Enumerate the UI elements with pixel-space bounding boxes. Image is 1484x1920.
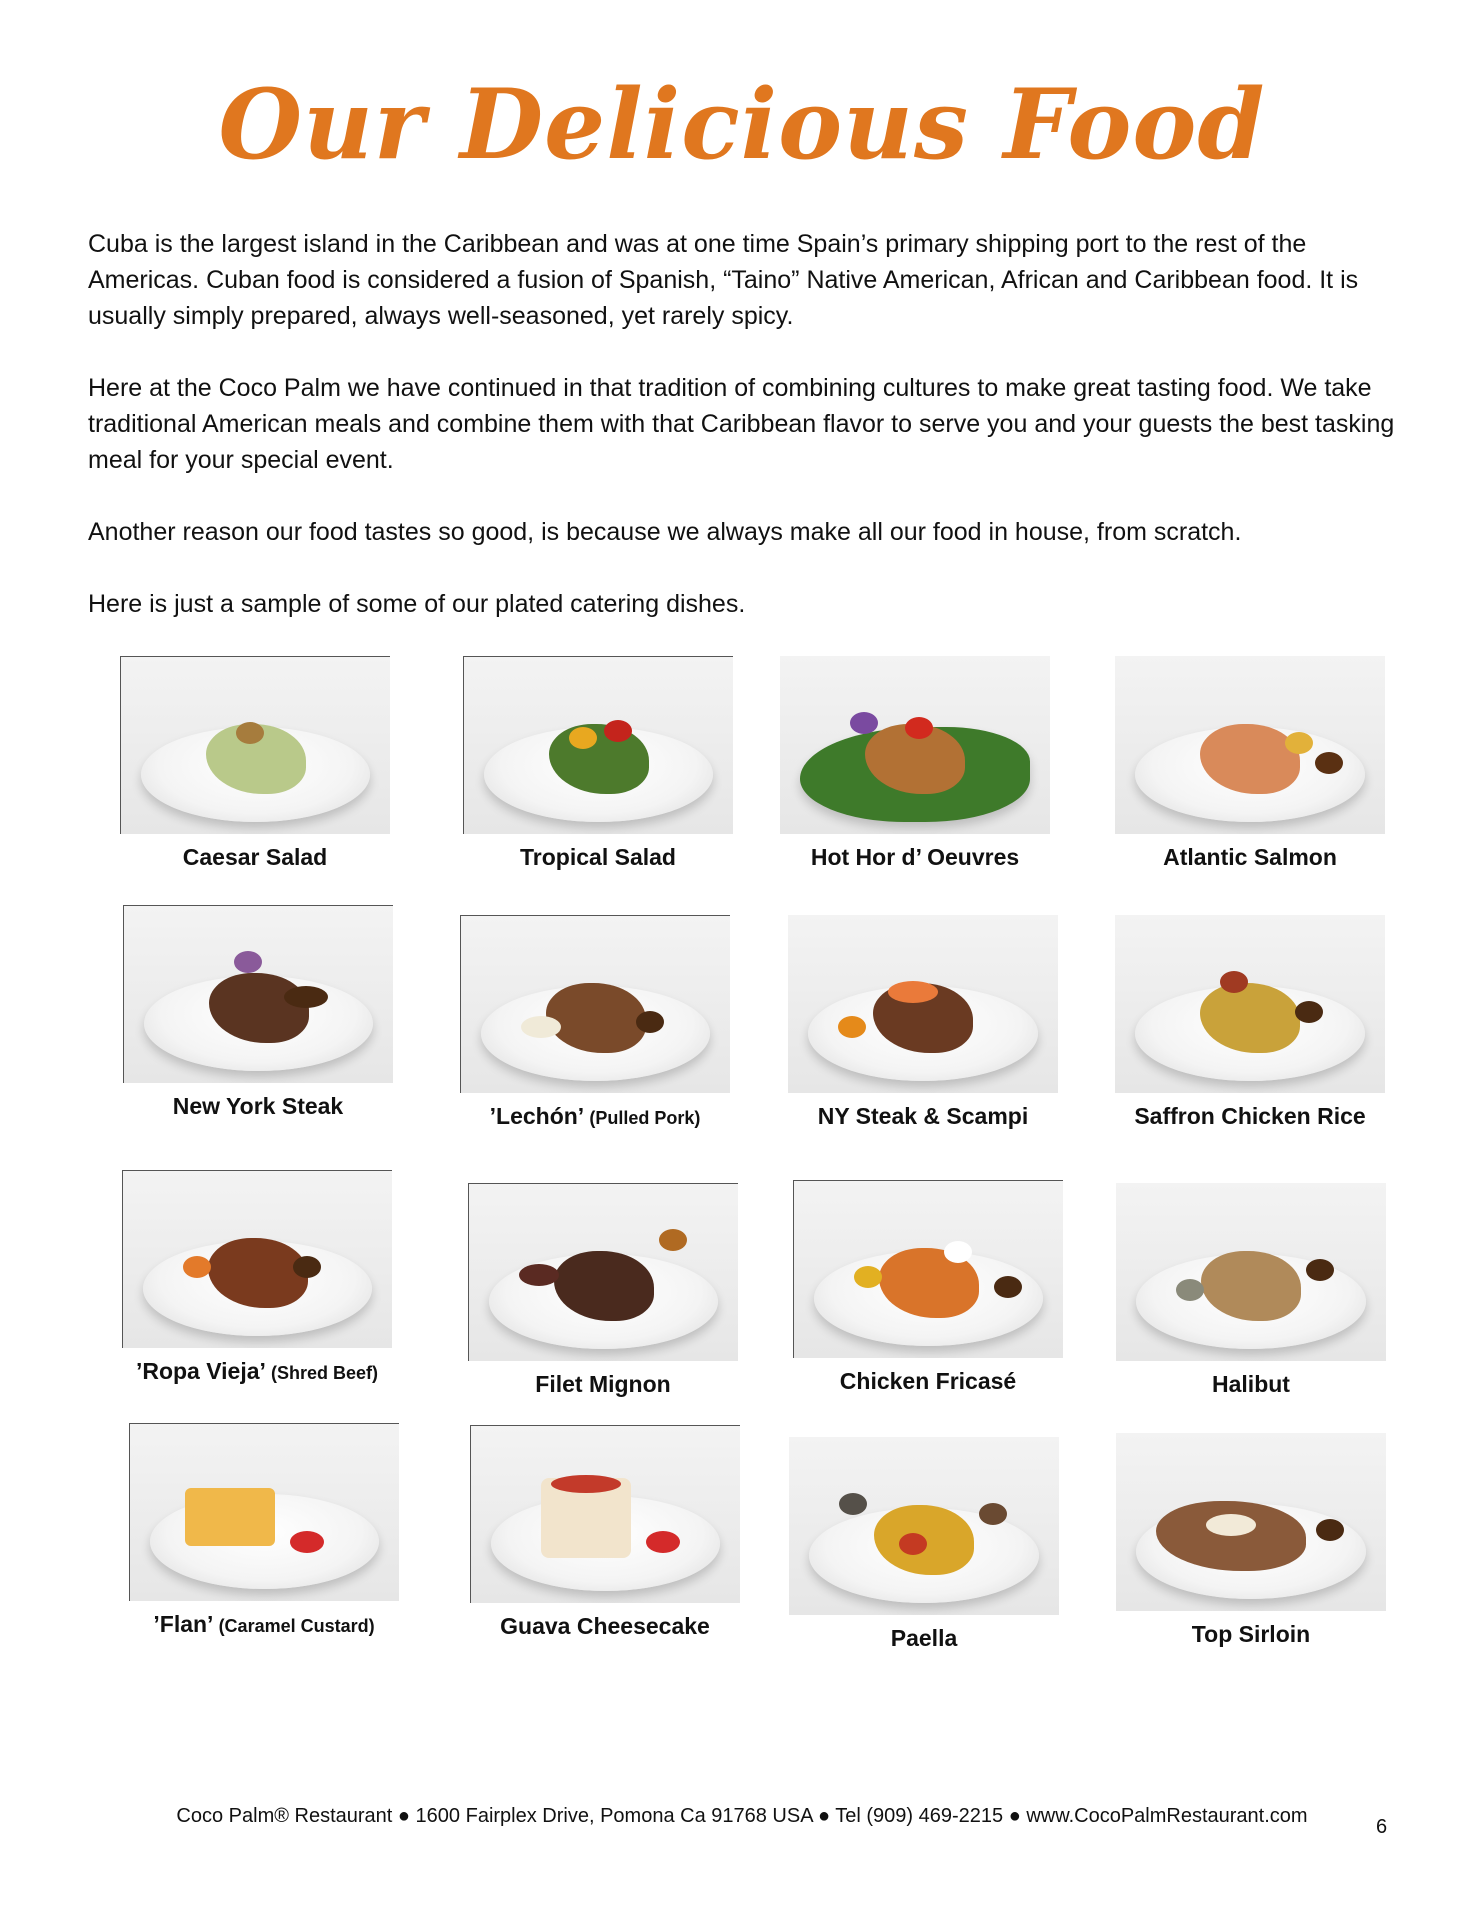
dish-photo — [789, 1437, 1059, 1615]
dish-caption: Top Sirloin — [1191, 1621, 1311, 1647]
dish-flan — [129, 1423, 399, 1641]
dish-caption: Chicken Fricasé — [839, 1368, 1017, 1394]
dish-photo — [1116, 1183, 1386, 1361]
dish-photo — [120, 656, 390, 834]
dish-guava-cheesecake — [470, 1425, 740, 1641]
dish-caption: Guava Cheesecake — [500, 1613, 710, 1639]
dish-caesar-salad — [120, 656, 390, 872]
dish-photo — [129, 1423, 399, 1601]
dish-caption: Filet Mignon — [535, 1371, 671, 1397]
dish-chicken-fricase — [793, 1180, 1063, 1396]
dish-photo — [123, 905, 393, 1083]
dish-new-york-steak — [123, 905, 393, 1121]
dish-caption: New York Steak — [172, 1093, 344, 1119]
intro-paragraph: Another reason our food tastes so good, is because we always make all our food in house, from scratch. — [88, 518, 1242, 546]
dish-caption: ’Flan’ (Caramel Custard) — [153, 1611, 375, 1637]
dish-photo — [793, 1180, 1063, 1358]
dish-tropical-salad — [463, 656, 733, 872]
dish-ny-steak-scampi — [788, 915, 1058, 1131]
dish-photo — [460, 915, 730, 1093]
page-number: 6 — [1376, 1816, 1388, 1838]
dish-halibut — [1116, 1183, 1386, 1399]
dish-saffron-chicken-rice — [1115, 915, 1385, 1131]
dish-caption: Caesar Salad — [182, 844, 328, 870]
dish-hot-hor-doeuvres — [780, 656, 1050, 872]
dish-caption: Tropical Salad — [520, 844, 676, 870]
dish-caption: ’Ropa Vieja’ (Shred Beef) — [135, 1358, 379, 1384]
dish-photo — [1115, 915, 1385, 1093]
dish-photo — [1115, 656, 1385, 834]
dish-atlantic-salmon — [1115, 656, 1385, 872]
intro-paragraph: Here at the Coco Palm we have continued in that tradition of combining cultures to make great tasting food. We take traditional American meals and combine them with that Caribbean flavor to serve you and your guests the best tasking meal for your special event. — [88, 374, 1395, 474]
dish-caption: Halibut — [1212, 1371, 1290, 1397]
dish-photo — [780, 656, 1050, 834]
dish-paella — [789, 1437, 1059, 1653]
dish-filet-mignon — [468, 1183, 738, 1399]
dish-photo — [122, 1170, 392, 1348]
dish-photo — [1116, 1433, 1386, 1611]
dish-caption: ’Lechón’ (Pulled Pork) — [489, 1103, 701, 1129]
dish-photo — [468, 1183, 738, 1361]
intro-paragraph: Here is just a sample of some of our plated catering dishes. — [88, 590, 746, 618]
dish-caption: Atlantic Salmon — [1163, 844, 1337, 870]
dish-caption: NY Steak & Scampi — [817, 1103, 1029, 1129]
dish-caption: Hot Hor d’ Oeuvres — [810, 844, 1020, 870]
page-title: Our Delicious Food — [218, 68, 1266, 181]
dish-photo — [470, 1425, 740, 1603]
dish-ropa-vieja — [122, 1170, 392, 1388]
footer-address: Coco Palm® Restaurant ● 1600 Fairplex Drive, Pomona Ca 91768 USA ● Tel (909) 469-2215 ● www.CocoPalmRestaurant.com — [176, 1805, 1308, 1827]
dish-photo — [463, 656, 733, 834]
dish-lechon — [460, 915, 730, 1133]
dish-caption: Paella — [890, 1625, 958, 1651]
dish-caption: Saffron Chicken Rice — [1134, 1103, 1366, 1129]
dish-photo — [788, 915, 1058, 1093]
dish-top-sirloin — [1116, 1433, 1386, 1649]
intro-paragraph: Cuba is the largest island in the Caribbean and was at one time Spain’s primary shipping port to the rest of the Americas. Cuban food is considered a fusion of Spanish, “Taino” Native American, African and Caribbean food. It is usually simply prepared, always well-seasoned, yet rarely spicy. — [88, 230, 1359, 330]
